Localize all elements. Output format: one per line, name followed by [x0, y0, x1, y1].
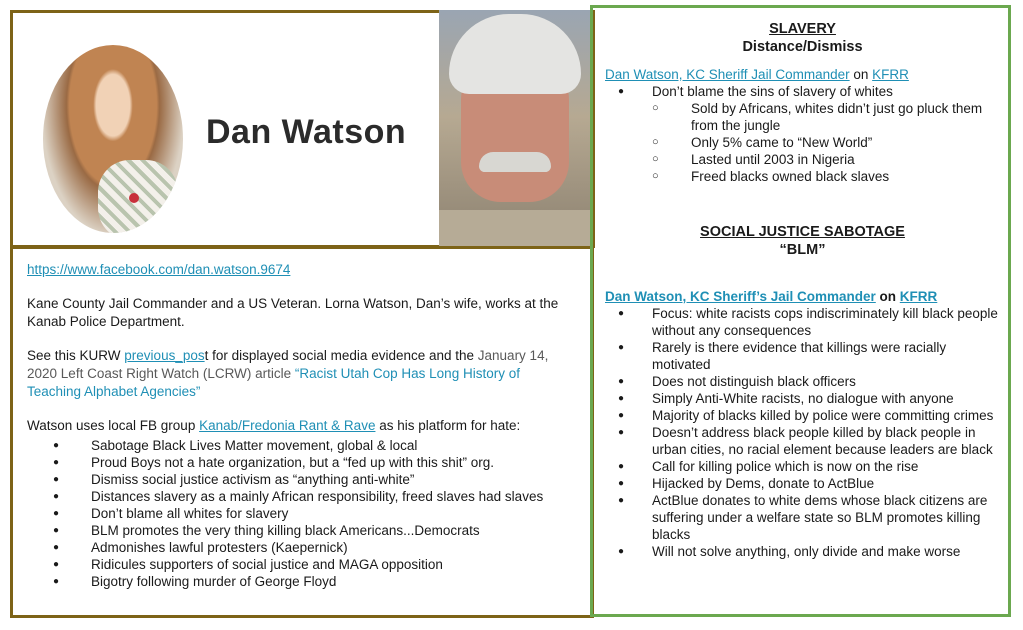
slavery-author-link[interactable]: Dan Watson, KC Sheriff Jail Commander [605, 67, 850, 82]
list-item: ● Distances slavery as a mainly African responsibility, freed slaves had slaves [27, 488, 572, 505]
list-item: ○ Only 5% came to “New World” [652, 134, 1000, 151]
sources-paragraph: See this KURW previous_post for displayed social media evidence and the January 14, 2020 Left Coast Right Watch (LCRW) article “Racist Utah Cop Has Long History of Teaching Alphabet Agencies” [27, 348, 549, 399]
sabotage-author-link[interactable]: Dan Watson, KC Sheriff’s Jail Commander [605, 289, 876, 304]
list-item: ● Rarely is there evidence that killings were racially motivated [605, 339, 1000, 373]
subject-portrait-photo [439, 10, 591, 248]
list-item: ● Simply Anti-White racists, no dialogue with anyone [605, 390, 1000, 407]
list-item: ● Does not distinguish black officers [605, 373, 1000, 390]
sabotage-byline: Dan Watson, KC Sheriff’s Jail Commander on KFRR [605, 289, 938, 304]
list-item: ● Proud Boys not a hate organization, but a “fed up with this shit” org. [27, 454, 572, 471]
slavery-section-title: SLAVERY Distance/Dismiss [605, 20, 1000, 56]
platform-paragraph: Watson uses local FB group Kanab/Fredonia Rant & Rave as his platform for hate: [27, 418, 521, 433]
sabotage-list [605, 305, 1000, 560]
list-item: ● Dismiss social justice activism as “anything anti-white” [27, 471, 572, 488]
list-item: ● Bigotry following murder of George Floyd [27, 573, 572, 590]
list-item: ● Hijacked by Dems, donate to ActBlue [605, 475, 1000, 492]
bio-paragraph: Kane County Jail Commander and a US Veteran. Lorna Watson, Dan’s wife, works at the Kanab Police Department. [27, 296, 559, 329]
slavery-section-subtitle: Distance/Dismiss [742, 39, 863, 55]
lcrw-article-link[interactable]: “Racist Utah Cop Has Long History of Teaching Alphabet Agencies” [27, 366, 520, 399]
list-item: ● Call for killing police which is now on the rise [605, 458, 1000, 475]
list-item: ○ Freed blacks owned black slaves [652, 168, 1000, 185]
slavery-source-link[interactable]: KFRR [872, 67, 909, 82]
list-item: ● Will not solve anything, only divide and make worse [605, 543, 1000, 560]
wife-portrait-photo [43, 45, 183, 233]
list-item: ● Doesn’t address black people killed by black people in urban cities, no racial element because leaders are black [605, 424, 1000, 458]
profile-header [10, 10, 595, 248]
facebook-profile-link[interactable]: https://www.facebook.com/dan.watson.9674 [27, 262, 291, 277]
list-item: ● Don’t blame all whites for slavery [27, 505, 572, 522]
list-item: ● Sabotage Black Lives Matter movement, global & local [27, 437, 572, 454]
list-item: ○ Lasted until 2003 in Nigeria [652, 151, 1000, 168]
fb-group-link[interactable]: Kanab/Fredonia Rant & Rave [199, 418, 376, 433]
sabotage-section-subtitle: “BLM” [779, 242, 826, 258]
info-panel [10, 246, 594, 618]
previous-post-link[interactable]: previous_pos [124, 348, 205, 363]
list-item: ● Focus: white racists cops indiscriminately kill black people without any consequences [605, 305, 1000, 339]
subject-name: Dan Watson [206, 113, 407, 151]
article-date: January 14, 2020 [27, 348, 549, 381]
list-item: ● Ridicules supporters of social justice and MAGA opposition [27, 556, 572, 573]
list-item: ○ Sold by Africans, whites didn’t just go pluck them from the jungle [652, 100, 1000, 134]
slavery-byline: Dan Watson, KC Sheriff Jail Commander on KFRR [605, 67, 909, 82]
list-item: ● Majority of blacks killed by police were committing crimes [605, 407, 1000, 424]
sabotage-section-title: SOCIAL JUSTICE SABOTAGE “BLM” [605, 223, 1000, 259]
quotes-panel [590, 5, 1011, 617]
sabotage-source-link[interactable]: KFRR [899, 289, 938, 304]
list-item: ● Don’t blame the sins of slavery of whites ○ Sold by Africans, whites didn’t just go pluck them from the jungle ○ Only 5% came to “New World” ○ Lasted until 2003 in Nigeria ○ Freed blacks owned black slaves [605, 83, 1000, 185]
list-item: ● Admonishes lawful protesters (Kaepernick) [27, 539, 572, 556]
list-item: ● ActBlue donates to white dems whose black citizens are suffering under a welfare state so BLM promotes killing blacks [605, 492, 1000, 543]
list-item: ● BLM promotes the very thing killing black Americans...Democrats [27, 522, 572, 539]
hate-platform-list [27, 437, 572, 590]
slavery-list [605, 83, 1000, 185]
